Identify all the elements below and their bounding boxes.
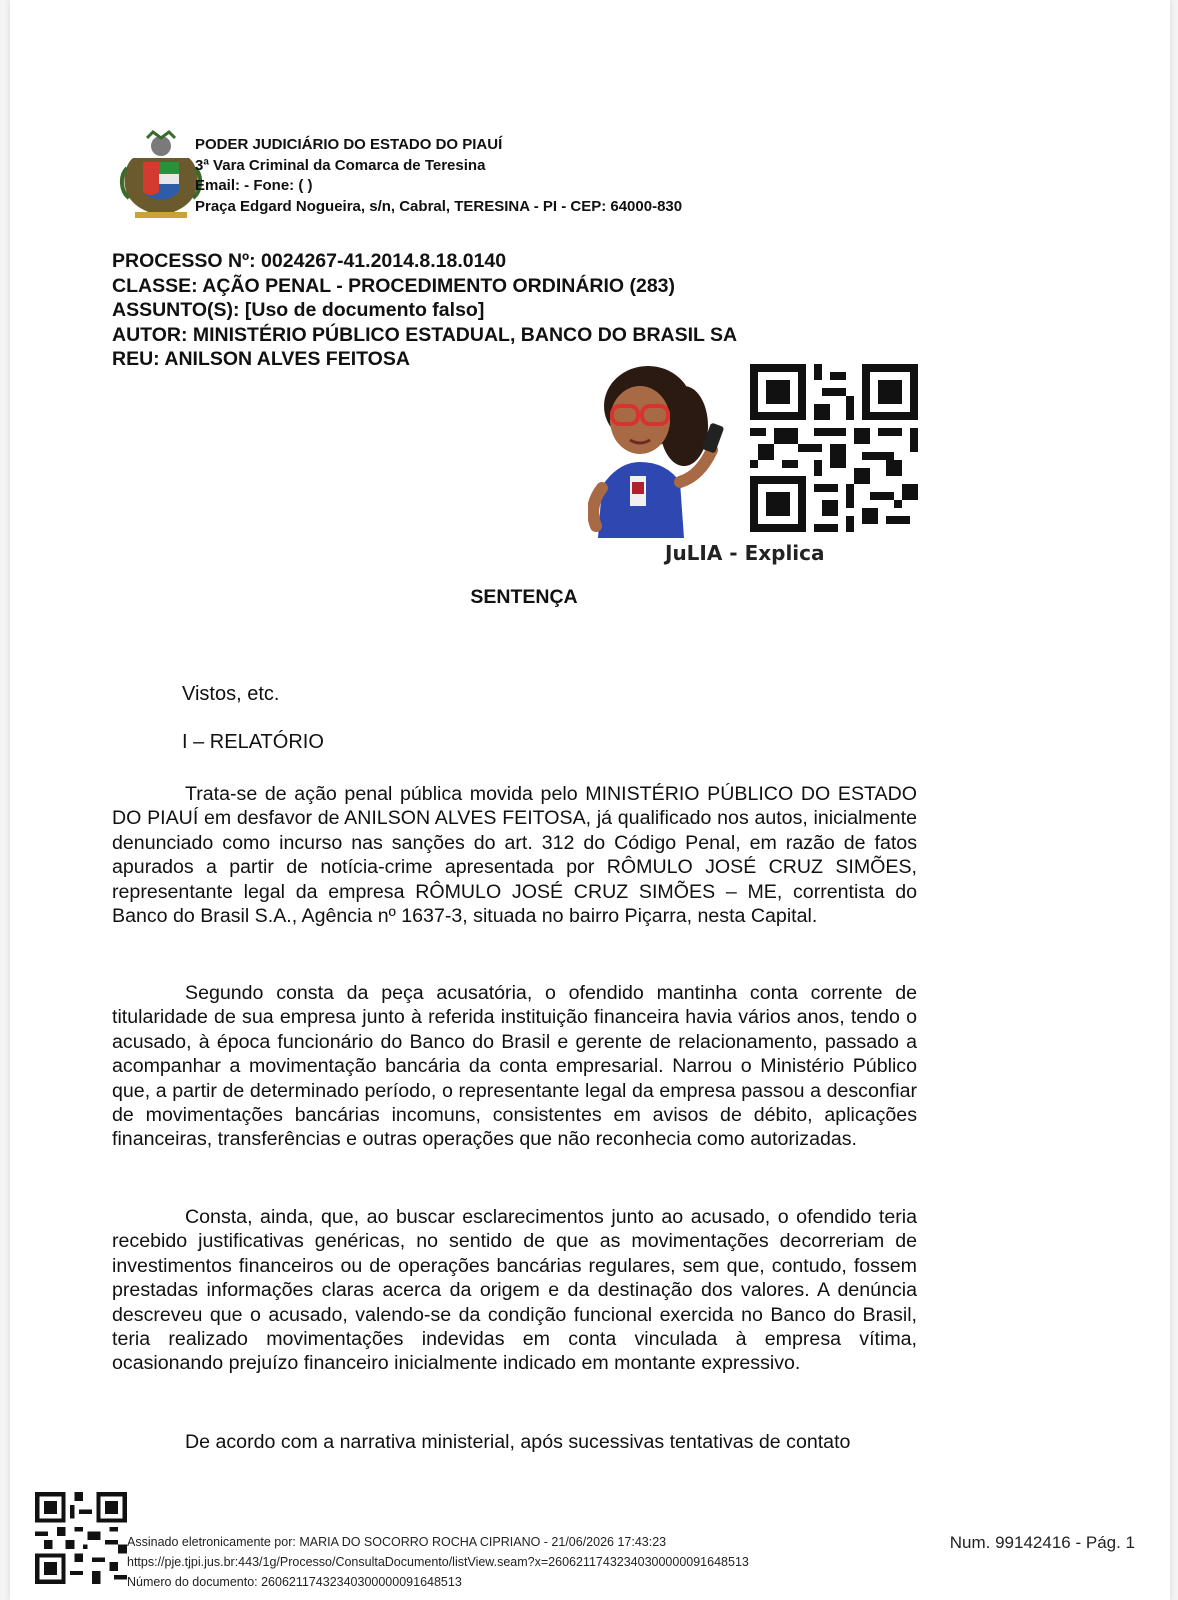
page-number: Num. 99142416 - Pág. 1 [949,1533,1135,1552]
julia-qr-code-icon [750,364,918,532]
case-metadata [112,249,737,372]
section-heading: I – RELATÓRIO [182,731,324,753]
court-header [195,135,682,217]
case-plaintiff: AUTOR: MINISTÉRIO PÚBLICO ESTADUAL, BANCO DO BRASIL SA [112,323,738,346]
paragraph-4: De acordo com a narrativa ministerial, após sucessivas tentativas de contato [185,1431,851,1453]
document-page [10,0,1170,1600]
signature-line: Assinado eletronicamente por: MARIA DO SOCORRO ROCHA CIPRIANO - 21/06/2026 17:43:23 [127,1535,667,1549]
document-url-link[interactable]: https://pje.tjpi.jus.br:443/1g/Processo/ConsultaDocumento/listView.seam?x=26062117432340300000091648513 [127,1555,749,1569]
case-defendant: REU: ANILSON ALVES FEITOSA [112,348,410,371]
signature-footer [127,1532,749,1592]
greeting: Vistos, etc. [182,683,280,705]
document-title: SENTENÇA [470,586,578,608]
court-contact: Email: - Fone: ( ) [195,177,313,194]
paragraph-3: Consta, ainda, que, ao buscar esclarecimentos junto ao acusado, o ofendido teria recebido justificativas genéricas, no sentido de que as movimentações decorreriam de investimentos financeiros ou de operações bancárias regulares, sem que, contudo, fossem prestadas informações claras acerca da origem e da destinação dos valores. A denúncia descreveu que o acusado, valendo-se da condição funcional exercida no Banco do Brasil, teria realizado movimentações indevidas em conta vinculada à empresa vítima, ocasionando prejuízo financeiro inicialmente indicado em montante expressivo. [112,1206,917,1375]
court-division: 3ª Vara Criminal da Comarca de Teresina [195,156,486,174]
julia-avatar-icon [588,366,748,538]
court-address: Praça Edgard Nogueira, s/n, Cabral, TERESINA - PI - CEP: 64000-830 [195,197,683,215]
court-name: PODER JUDICIÁRIO DO ESTADO DO PIAUÍ [195,136,503,153]
case-class: CLASSE: AÇÃO PENAL - PROCEDIMENTO ORDINÁRIO (283) [112,274,676,297]
paragraph-2: Segundo consta da peça acusatória, o ofendido mantinha conta corrente de titularidade de sua empresa junto à referida instituição financeira havia vários anos, tendo o acusado, à época funcionário do Banco do Brasil e gerente de relacionamento, passado a acompanhar a movimentação bancária da conta empresarial. Narrou o Ministério Público que, a partir de determinado período, o representante legal da empresa passou a desconfiar de movimentações bancárias incomuns, consistentes em avisos de débito, aplicações financeiras, transferências e outras operações que não reconhecia como autorizadas. [112,982,917,1151]
case-number: PROCESSO Nº: 0024267-41.2014.8.18.0140 [112,250,507,272]
paragraph-1: Trata-se de ação penal pública movida pelo MINISTÉRIO PÚBLICO DO ESTADO DO PIAUÍ em desfavor de ANILSON ALVES FEITOSA, já qualificado nos autos, inicialmente denunciado como incurso nas sanções do art. 312 do Código Penal, em razão de fatos apurados a partir de notícia-crime apresentada por RÔMULO JOSÉ CRUZ SIMÕES, representante legal da empresa RÔMULO JOSÉ CRUZ SIMÕES – ME, correntista do Banco do Brasil S.A., Agência nº 1637-3, situada no bairro Piçarra, nesta Capital. [112,783,917,928]
case-subject: ASSUNTO(S): [Uso de documento falso] [112,299,485,322]
document-number: Número do documento: 26062117432340300000091648513 [127,1575,462,1589]
document-qr-code-icon[interactable] [35,1492,127,1584]
julia-caption: JuLIA - Explica [665,541,825,565]
